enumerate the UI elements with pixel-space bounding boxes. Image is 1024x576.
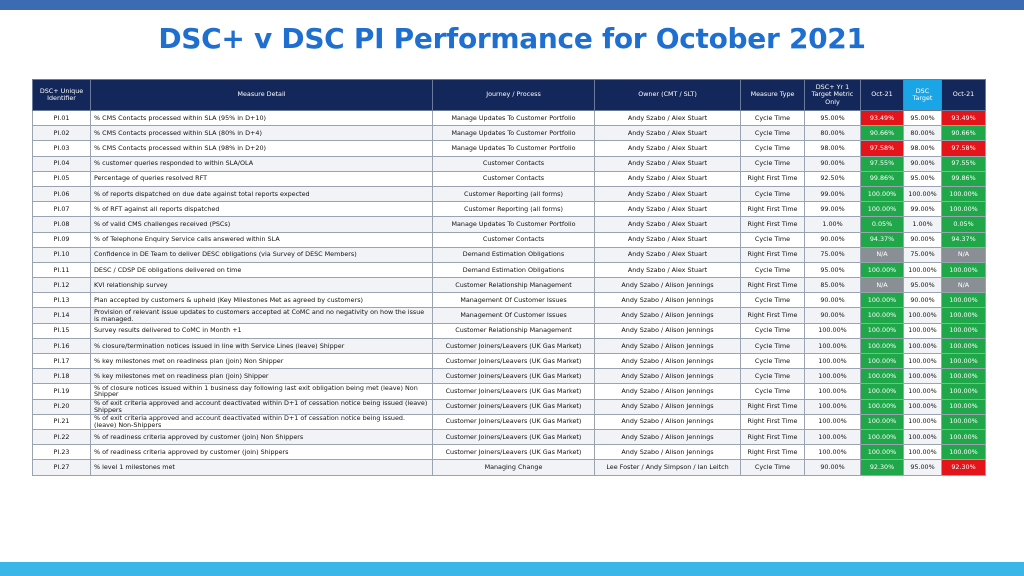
- cell-measure-type: Right First Time: [741, 247, 805, 262]
- cell-journey-process: Customer Joiners/Leavers (UK Gas Market): [433, 384, 595, 399]
- cell-measure-detail: % of Telephone Enquiry Service calls answered within SLA: [91, 232, 433, 247]
- cell-measure-type: Right First Time: [741, 429, 805, 444]
- page-title: DSC+ v DSC PI Performance for October 2021: [158, 22, 866, 55]
- cell-journey-process: Customer Joiners/Leavers (UK Gas Market): [433, 414, 595, 429]
- table-row: [33, 460, 986, 475]
- cell-dsc-plus-target: 100.00%: [805, 384, 861, 399]
- table-row: [33, 232, 986, 247]
- cell-identifier: PI.12: [33, 278, 91, 293]
- table-row: [33, 445, 986, 460]
- cell-measure-type: Right First Time: [741, 217, 805, 232]
- cell-dsc-plus-target: 90.00%: [805, 293, 861, 308]
- cell-dsc-plus-target: 95.00%: [805, 111, 861, 126]
- cell-dsc-plus-target: 100.00%: [805, 414, 861, 429]
- header-dsc-oct: Oct-21: [942, 80, 986, 111]
- cell-measure-detail: % CMS Contacts processed within SLA (98% in D+20): [91, 141, 433, 156]
- table-row: [33, 414, 986, 429]
- cell-measure-type: Right First Time: [741, 278, 805, 293]
- cell-dsc-oct: 100.00%: [942, 384, 986, 399]
- cell-measure-type: Cycle Time: [741, 141, 805, 156]
- header-identifier: DSC+ Unique Identifier: [33, 80, 91, 111]
- cell-dsc-plus-target: 100.00%: [805, 323, 861, 338]
- cell-dsc-target: 100.00%: [904, 429, 942, 444]
- cell-dsc-plus-target: 100.00%: [805, 338, 861, 353]
- cell-dsc-target: 90.00%: [904, 293, 942, 308]
- table-row: [33, 126, 986, 141]
- cell-measure-type: Cycle Time: [741, 354, 805, 369]
- cell-measure-type: Cycle Time: [741, 186, 805, 201]
- cell-owner: Andy Szabo / Alison Jennings: [595, 414, 741, 429]
- cell-dsc-plus-oct: 94.37%: [861, 232, 904, 247]
- cell-identifier: PI.16: [33, 338, 91, 353]
- table-row: [33, 171, 986, 186]
- header-dsc-plus-oct: Oct-21: [861, 80, 904, 111]
- cell-dsc-target: 90.00%: [904, 232, 942, 247]
- cell-journey-process: Manage Updates To Customer Portfolio: [433, 126, 595, 141]
- cell-identifier: PI.17: [33, 354, 91, 369]
- cell-dsc-plus-oct: 100.00%: [861, 202, 904, 217]
- table-row: [33, 293, 986, 308]
- cell-dsc-oct: 100.00%: [942, 323, 986, 338]
- cell-dsc-oct: 100.00%: [942, 262, 986, 277]
- table-row: [33, 186, 986, 201]
- cell-identifier: PI.20: [33, 399, 91, 414]
- cell-measure-detail: % of readiness criteria approved by customer (join) Non Shippers: [91, 429, 433, 444]
- cell-dsc-plus-oct: 100.00%: [861, 354, 904, 369]
- cell-identifier: PI.06: [33, 186, 91, 201]
- cell-dsc-target: 100.00%: [904, 186, 942, 201]
- table-row: [33, 429, 986, 444]
- cell-dsc-target: 100.00%: [904, 354, 942, 369]
- cell-dsc-plus-oct: 93.49%: [861, 111, 904, 126]
- cell-owner: Andy Szabo / Alex Stuart: [595, 217, 741, 232]
- cell-dsc-target: 75.00%: [904, 247, 942, 262]
- header-measure-type: Measure Type: [741, 80, 805, 111]
- cell-journey-process: Demand Estimation Obligations: [433, 262, 595, 277]
- cell-identifier: PI.03: [33, 141, 91, 156]
- cell-measure-detail: Provision of relevant issue updates to customers accepted at CoMC and no negativity on how the issue is managed.: [91, 308, 433, 323]
- cell-measure-detail: % CMS Contacts processed within SLA (95% in D+10): [91, 111, 433, 126]
- cell-journey-process: Customer Relationship Management: [433, 323, 595, 338]
- cell-dsc-plus-target: 1.00%: [805, 217, 861, 232]
- cell-owner: Andy Szabo / Alison Jennings: [595, 354, 741, 369]
- cell-measure-type: Cycle Time: [741, 126, 805, 141]
- cell-dsc-target: 100.00%: [904, 399, 942, 414]
- cell-identifier: PI.02: [33, 126, 91, 141]
- cell-dsc-oct: N/A: [942, 278, 986, 293]
- cell-identifier: PI.22: [33, 429, 91, 444]
- table-row: [33, 399, 986, 414]
- cell-dsc-target: 90.00%: [904, 156, 942, 171]
- table-row: [33, 384, 986, 399]
- cell-dsc-plus-oct: 100.00%: [861, 369, 904, 384]
- cell-identifier: PI.15: [33, 323, 91, 338]
- table-row: [33, 111, 986, 126]
- cell-dsc-plus-oct: 100.00%: [861, 323, 904, 338]
- cell-measure-detail: % of RFT against all reports dispatched: [91, 202, 433, 217]
- table-row: [33, 323, 986, 338]
- cell-measure-detail: % of readiness criteria approved by customer (join) Shippers: [91, 445, 433, 460]
- cell-dsc-target: 98.00%: [904, 141, 942, 156]
- cell-dsc-oct: 93.49%: [942, 111, 986, 126]
- cell-measure-type: Cycle Time: [741, 111, 805, 126]
- cell-dsc-oct: 100.00%: [942, 308, 986, 323]
- cell-dsc-plus-oct: 97.55%: [861, 156, 904, 171]
- cell-measure-type: Cycle Time: [741, 384, 805, 399]
- cell-measure-detail: KVI relationship survey: [91, 278, 433, 293]
- cell-dsc-plus-oct: 100.00%: [861, 186, 904, 201]
- cell-dsc-plus-oct: 100.00%: [861, 384, 904, 399]
- cell-owner: Andy Szabo / Alex Stuart: [595, 126, 741, 141]
- cell-dsc-target: 80.00%: [904, 126, 942, 141]
- header-journey-process: Journey / Process: [433, 80, 595, 111]
- cell-owner: Andy Szabo / Alison Jennings: [595, 399, 741, 414]
- table-row: [33, 262, 986, 277]
- cell-dsc-plus-target: 98.00%: [805, 141, 861, 156]
- cell-owner: Andy Szabo / Alison Jennings: [595, 369, 741, 384]
- cell-owner: Lee Foster / Andy Simpson / Ian Leitch: [595, 460, 741, 475]
- cell-identifier: PI.19: [33, 384, 91, 399]
- cell-measure-type: Right First Time: [741, 202, 805, 217]
- cell-dsc-target: 1.00%: [904, 217, 942, 232]
- table-row: [33, 141, 986, 156]
- cell-dsc-plus-oct: 100.00%: [861, 399, 904, 414]
- cell-dsc-plus-oct: 99.86%: [861, 171, 904, 186]
- cell-owner: Andy Szabo / Alex Stuart: [595, 111, 741, 126]
- cell-identifier: PI.11: [33, 262, 91, 277]
- cell-measure-type: Cycle Time: [741, 369, 805, 384]
- cell-owner: Andy Szabo / Alison Jennings: [595, 278, 741, 293]
- cell-dsc-oct: 100.00%: [942, 369, 986, 384]
- cell-measure-detail: % level 1 milestones met: [91, 460, 433, 475]
- cell-dsc-plus-target: 100.00%: [805, 445, 861, 460]
- cell-dsc-target: 95.00%: [904, 111, 942, 126]
- cell-dsc-plus-target: 90.00%: [805, 308, 861, 323]
- cell-dsc-oct: 97.55%: [942, 156, 986, 171]
- cell-owner: Andy Szabo / Alex Stuart: [595, 186, 741, 201]
- cell-owner: Andy Szabo / Alison Jennings: [595, 293, 741, 308]
- cell-identifier: PI.18: [33, 369, 91, 384]
- cell-dsc-plus-target: 80.00%: [805, 126, 861, 141]
- cell-dsc-target: 100.00%: [904, 384, 942, 399]
- table-row: [33, 217, 986, 232]
- cell-identifier: PI.09: [33, 232, 91, 247]
- cell-dsc-plus-target: 99.00%: [805, 186, 861, 201]
- cell-measure-type: Cycle Time: [741, 232, 805, 247]
- cell-identifier: PI.14: [33, 308, 91, 323]
- cell-journey-process: Manage Updates To Customer Portfolio: [433, 217, 595, 232]
- cell-dsc-plus-oct: N/A: [861, 278, 904, 293]
- cell-owner: Andy Szabo / Alison Jennings: [595, 384, 741, 399]
- cell-dsc-oct: 100.00%: [942, 354, 986, 369]
- cell-journey-process: Customer Relationship Management: [433, 278, 595, 293]
- cell-dsc-plus-target: 92.50%: [805, 171, 861, 186]
- cell-journey-process: Management Of Customer Issues: [433, 293, 595, 308]
- cell-journey-process: Customer Reporting (all forms): [433, 202, 595, 217]
- cell-measure-type: Cycle Time: [741, 338, 805, 353]
- cell-dsc-plus-target: 90.00%: [805, 156, 861, 171]
- cell-dsc-target: 100.00%: [904, 369, 942, 384]
- cell-identifier: PI.04: [33, 156, 91, 171]
- cell-identifier: PI.13: [33, 293, 91, 308]
- cell-dsc-target: 99.00%: [904, 202, 942, 217]
- cell-dsc-plus-target: 100.00%: [805, 369, 861, 384]
- cell-owner: Andy Szabo / Alex Stuart: [595, 171, 741, 186]
- cell-measure-detail: Confidence in DE Team to deliver DESC obligations (via Survey of DESC Members): [91, 247, 433, 262]
- cell-journey-process: Customer Joiners/Leavers (UK Gas Market): [433, 354, 595, 369]
- cell-journey-process: Customer Joiners/Leavers (UK Gas Market): [433, 445, 595, 460]
- cell-dsc-plus-oct: 100.00%: [861, 308, 904, 323]
- cell-measure-detail: % customer queries responded to within SLA/OLA: [91, 156, 433, 171]
- cell-dsc-oct: 100.00%: [942, 399, 986, 414]
- cell-identifier: PI.21: [33, 414, 91, 429]
- cell-measure-type: Right First Time: [741, 171, 805, 186]
- cell-dsc-oct: 100.00%: [942, 202, 986, 217]
- cell-owner: Andy Szabo / Alison Jennings: [595, 445, 741, 460]
- cell-dsc-oct: 100.00%: [942, 293, 986, 308]
- cell-measure-detail: Plan accepted by customers & upheld (Key Milestones Met as agreed by customers): [91, 293, 433, 308]
- cell-dsc-oct: 100.00%: [942, 186, 986, 201]
- cell-dsc-oct: N/A: [942, 247, 986, 262]
- cell-dsc-plus-target: 100.00%: [805, 399, 861, 414]
- table-row: [33, 338, 986, 353]
- cell-dsc-plus-target: 90.00%: [805, 232, 861, 247]
- table-row: [33, 278, 986, 293]
- cell-measure-detail: % key milestones met on readiness plan (join) Non Shipper: [91, 354, 433, 369]
- cell-dsc-plus-oct: N/A: [861, 247, 904, 262]
- cell-journey-process: Managing Change: [433, 460, 595, 475]
- cell-dsc-target: 95.00%: [904, 171, 942, 186]
- cell-dsc-plus-target: 95.00%: [805, 262, 861, 277]
- cell-dsc-plus-target: 85.00%: [805, 278, 861, 293]
- bottom-accent-bar: [0, 562, 1024, 576]
- cell-journey-process: Customer Reporting (all forms): [433, 186, 595, 201]
- table-row: [33, 354, 986, 369]
- cell-measure-type: Cycle Time: [741, 460, 805, 475]
- cell-identifier: PI.07: [33, 202, 91, 217]
- cell-identifier: PI.27: [33, 460, 91, 475]
- table-row: [33, 308, 986, 323]
- cell-dsc-target: 100.00%: [904, 308, 942, 323]
- cell-measure-detail: DESC / CDSP DE obligations delivered on time: [91, 262, 433, 277]
- cell-identifier: PI.10: [33, 247, 91, 262]
- cell-measure-detail: % of exit criteria approved and account deactivated within D+1 of cessation notice being issued (leave) Shippers: [91, 399, 433, 414]
- cell-identifier: PI.23: [33, 445, 91, 460]
- cell-dsc-plus-oct: 90.66%: [861, 126, 904, 141]
- cell-dsc-oct: 100.00%: [942, 429, 986, 444]
- cell-dsc-oct: 90.66%: [942, 126, 986, 141]
- cell-journey-process: Manage Updates To Customer Portfolio: [433, 141, 595, 156]
- cell-measure-type: Right First Time: [741, 399, 805, 414]
- cell-measure-type: Cycle Time: [741, 156, 805, 171]
- cell-dsc-target: 95.00%: [904, 460, 942, 475]
- cell-journey-process: Customer Joiners/Leavers (UK Gas Market): [433, 369, 595, 384]
- table-row: [33, 369, 986, 384]
- cell-dsc-target: 100.00%: [904, 414, 942, 429]
- cell-journey-process: Demand Estimation Obligations: [433, 247, 595, 262]
- cell-dsc-oct: 92.30%: [942, 460, 986, 475]
- cell-owner: Andy Szabo / Alison Jennings: [595, 323, 741, 338]
- table-header-row: [33, 80, 986, 111]
- cell-measure-detail: % of valid CMS challenges received (PSCs): [91, 217, 433, 232]
- cell-dsc-oct: 94.37%: [942, 232, 986, 247]
- cell-dsc-plus-oct: 100.00%: [861, 338, 904, 353]
- cell-measure-type: Cycle Time: [741, 262, 805, 277]
- cell-measure-detail: % closure/termination notices issued in line with Service Lines (leave) Shipper: [91, 338, 433, 353]
- header-owner: Owner (CMT / SLT): [595, 80, 741, 111]
- cell-measure-detail: Percentage of queries resolved RFT: [91, 171, 433, 186]
- cell-dsc-target: 100.00%: [904, 323, 942, 338]
- cell-dsc-oct: 100.00%: [942, 445, 986, 460]
- cell-measure-detail: % of exit criteria approved and account deactivated within D+1 of cessation notice being issued. (leave) Non-Shippers: [91, 414, 433, 429]
- cell-owner: Andy Szabo / Alison Jennings: [595, 308, 741, 323]
- cell-identifier: PI.05: [33, 171, 91, 186]
- cell-owner: Andy Szabo / Alison Jennings: [595, 429, 741, 444]
- cell-journey-process: Customer Contacts: [433, 156, 595, 171]
- cell-journey-process: Manage Updates To Customer Portfolio: [433, 111, 595, 126]
- top-accent-bar: [0, 0, 1024, 10]
- cell-dsc-oct: 100.00%: [942, 414, 986, 429]
- cell-dsc-plus-oct: 92.30%: [861, 460, 904, 475]
- header-dsc-target: DSC Target: [904, 80, 942, 111]
- table-row: [33, 202, 986, 217]
- table-body: [33, 111, 986, 476]
- cell-measure-type: Cycle Time: [741, 293, 805, 308]
- cell-dsc-target: 100.00%: [904, 338, 942, 353]
- cell-measure-detail: % key milestones met on readiness plan (join) Shipper: [91, 369, 433, 384]
- cell-owner: Andy Szabo / Alison Jennings: [595, 338, 741, 353]
- cell-dsc-plus-target: 75.00%: [805, 247, 861, 262]
- cell-dsc-plus-oct: 100.00%: [861, 293, 904, 308]
- cell-dsc-plus-oct: 100.00%: [861, 262, 904, 277]
- cell-dsc-plus-oct: 0.05%: [861, 217, 904, 232]
- header-dsc-plus-target: DSC+ Yr 1 Target Metric Only: [805, 80, 861, 111]
- cell-dsc-plus-oct: 97.58%: [861, 141, 904, 156]
- cell-owner: Andy Szabo / Alex Stuart: [595, 141, 741, 156]
- cell-owner: Andy Szabo / Alex Stuart: [595, 232, 741, 247]
- cell-journey-process: Management Of Customer Issues: [433, 308, 595, 323]
- cell-identifier: PI.08: [33, 217, 91, 232]
- cell-identifier: PI.01: [33, 111, 91, 126]
- cell-dsc-oct: 99.86%: [942, 171, 986, 186]
- cell-dsc-plus-oct: 100.00%: [861, 429, 904, 444]
- header-measure-detail: Measure Detail: [91, 80, 433, 111]
- table-row: [33, 247, 986, 262]
- cell-measure-type: Cycle Time: [741, 323, 805, 338]
- cell-journey-process: Customer Contacts: [433, 232, 595, 247]
- cell-journey-process: Customer Contacts: [433, 171, 595, 186]
- cell-measure-detail: % of closure notices issued within 1 business day following last exit obligation being met (leave) Non Shipper: [91, 384, 433, 399]
- cell-measure-type: Right First Time: [741, 308, 805, 323]
- cell-dsc-plus-target: 99.00%: [805, 202, 861, 217]
- cell-dsc-oct: 0.05%: [942, 217, 986, 232]
- cell-dsc-target: 95.00%: [904, 278, 942, 293]
- cell-dsc-plus-target: 100.00%: [805, 429, 861, 444]
- cell-owner: Andy Szabo / Alex Stuart: [595, 156, 741, 171]
- cell-owner: Andy Szabo / Alex Stuart: [595, 202, 741, 217]
- cell-journey-process: Customer Joiners/Leavers (UK Gas Market): [433, 429, 595, 444]
- performance-table: [32, 79, 986, 476]
- cell-owner: Andy Szabo / Alex Stuart: [595, 262, 741, 277]
- cell-dsc-plus-target: 90.00%: [805, 460, 861, 475]
- cell-measure-type: Right First Time: [741, 445, 805, 460]
- cell-dsc-plus-oct: 100.00%: [861, 414, 904, 429]
- cell-dsc-target: 100.00%: [904, 262, 942, 277]
- cell-dsc-target: 100.00%: [904, 445, 942, 460]
- cell-dsc-plus-oct: 100.00%: [861, 445, 904, 460]
- cell-measure-detail: % CMS Contacts processed within SLA (80% in D+4): [91, 126, 433, 141]
- table-row: [33, 156, 986, 171]
- cell-measure-detail: Survey results delivered to CoMC in Month +1: [91, 323, 433, 338]
- cell-journey-process: Customer Joiners/Leavers (UK Gas Market): [433, 338, 595, 353]
- cell-dsc-plus-target: 100.00%: [805, 354, 861, 369]
- cell-dsc-oct: 100.00%: [942, 338, 986, 353]
- cell-measure-type: Right First Time: [741, 414, 805, 429]
- cell-measure-detail: % of reports dispatched on due date against total reports expected: [91, 186, 433, 201]
- cell-journey-process: Customer Joiners/Leavers (UK Gas Market): [433, 399, 595, 414]
- cell-dsc-oct: 97.58%: [942, 141, 986, 156]
- cell-owner: Andy Szabo / Alex Stuart: [595, 247, 741, 262]
